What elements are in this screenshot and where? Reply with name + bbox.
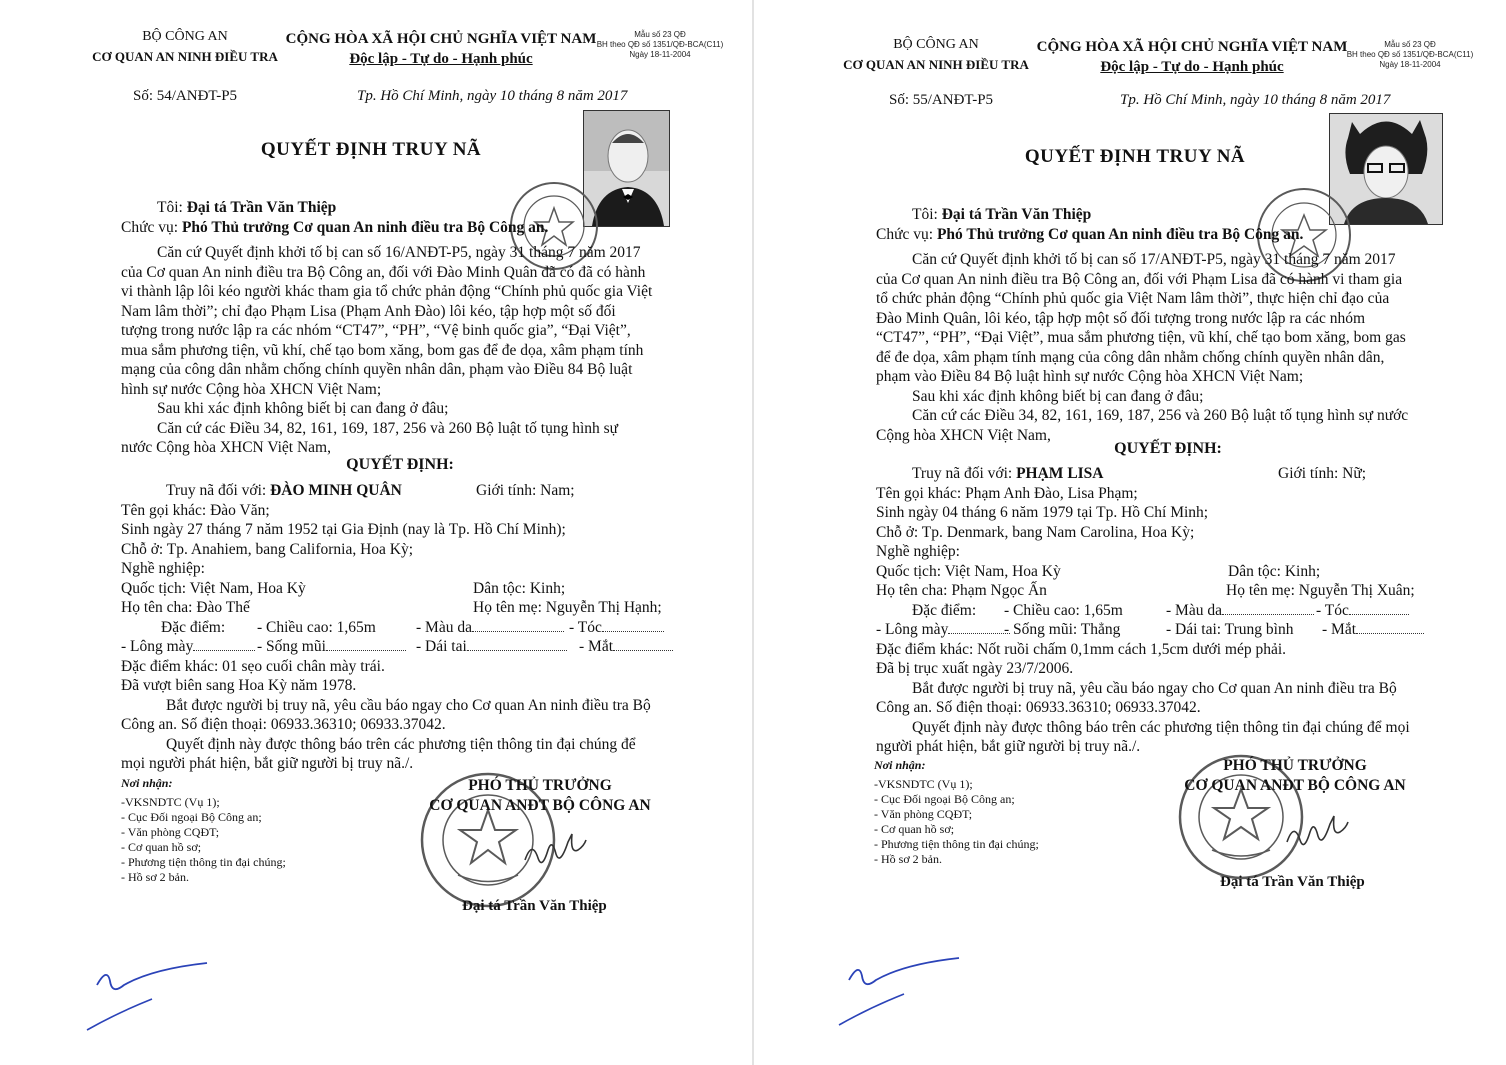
- form-reference: [1346, 40, 1474, 70]
- nose: - Sống mũi: Thẳng: [1004, 621, 1121, 638]
- form-reference: [596, 30, 724, 60]
- form-number: Mẫu số 23 QĐ: [1384, 40, 1436, 49]
- decision-heading: QUYẾT ĐỊNH:: [1114, 440, 1222, 457]
- document-number: Số: 54/ANĐT-P5: [133, 88, 238, 104]
- basis-line: tượng trong nước lập ra các nhóm “CT47”, “PH”, “Vệ binh quốc gia”, “Đại Việt”,: [121, 322, 631, 339]
- features-line-2: [876, 620, 1476, 640]
- signer-name: Đại tá Trần Văn Thiệp: [462, 898, 607, 914]
- basis-line: mua sắm phương tiện, vũ khí, chế tạo bom xăng, bom gas để đe dọa, xâm phạm tính: [121, 341, 644, 359]
- eyes: - Mắt: [1322, 621, 1357, 638]
- whereabouts-line: Sau khi xác định không biết bị can đang ở đâu;: [912, 387, 1204, 405]
- basis-line: Căn cứ Quyết định khởi tố bị can số 17/ANĐT-P5, ngày 31 tháng 7 năm 2017: [912, 251, 1396, 268]
- gender: Giới tính: Nữ;: [1278, 465, 1367, 482]
- residence: Chỗ ở: Tp. Denmark, bang Nam Carolina, Hoa Kỳ;: [876, 523, 1195, 541]
- form-number: Mẫu số 23 QĐ: [634, 30, 686, 39]
- basis-line: của Cơ quan An ninh điều tra Bộ Công an, đối với Đào Minh Quân đã có đã có hành: [121, 263, 646, 281]
- alias: Tên gọi khác: Đào Văn;: [121, 501, 270, 519]
- document-date: Tp. Hồ Chí Minh, ngày 10 tháng 8 năm 2017: [1120, 92, 1391, 108]
- eyes: - Mắt: [579, 638, 614, 655]
- position-value: Phó Thủ trưởng Cơ quan An ninh điều tra Bộ Công an.: [936, 226, 1304, 243]
- features-line-2: [121, 637, 701, 657]
- recipient-item: - Cục Đối ngoại Bộ Công an;: [874, 792, 1015, 806]
- signatory-title-line2: CƠ QUAN ANĐT BỘ CÔNG AN: [429, 797, 651, 814]
- recipient-item: - Cơ quan hồ sơ;: [121, 840, 202, 854]
- suspect-details: [121, 481, 701, 774]
- handwritten-signature: [1282, 802, 1352, 862]
- signatory-title: [1172, 756, 1418, 796]
- signer-name: Đại tá Trần Văn Thiệp: [1220, 874, 1365, 890]
- issuer-header: [836, 35, 1036, 75]
- ethnicity: Dân tộc: Kinh;: [473, 579, 566, 597]
- height: - Chiều cao: 1,65m: [1004, 601, 1123, 619]
- features-label: Đặc điểm:: [161, 618, 226, 636]
- nationality: Quốc tịch: Việt Nam, Hoa Kỳ: [121, 579, 306, 597]
- wanted-decision-document-1: [0, 0, 752, 1065]
- basis-line: mạng của công dân nhằm chống chính quyền nhân dân, phạm vào Điều 84 Bộ luật: [121, 361, 633, 378]
- wanted-label: Truy nã đối với:: [166, 482, 271, 499]
- recipients-title: Nơi nhận:: [121, 776, 173, 790]
- eyebrows: - Lông mày: [121, 638, 194, 655]
- position-value: Phó Thủ trưởng Cơ quan An ninh điều tra Bộ Công an.: [181, 219, 549, 236]
- basis-line: phạm vào Điều 84 Bộ luật hình sự nước Cộng hòa XHCN Việt Nam;: [876, 368, 1304, 385]
- basis-line: “CT47”, “PH”, “Đại Việt”, mua sắm phương tiện, vũ khí, chế tạo bom xăng, bom gas: [876, 329, 1406, 346]
- parents-line: [121, 598, 701, 618]
- features-line: [121, 618, 701, 638]
- report-line: Bắt được người bị truy nã, yêu cầu báo ngay cho Cơ quan An ninh điều tra Bộ: [912, 679, 1397, 697]
- signatory-title-line1: PHÓ THỦ TRƯỞNG: [1223, 757, 1367, 774]
- issuer-header: [85, 27, 285, 67]
- basis-line: hình sự nước Cộng hòa XHCN Việt Nam;: [121, 380, 382, 398]
- ink-mark: [834, 950, 964, 1030]
- form-date: Ngày 18-11-2004: [629, 50, 691, 59]
- skin-color: - Màu da: [416, 618, 472, 636]
- ministry-name: BỘ CÔNG AN: [893, 37, 979, 52]
- recipient-item: - Văn phòng CQĐT;: [874, 807, 973, 821]
- issuer-label: Tôi:: [157, 199, 187, 216]
- report-line: Bắt được người bị truy nã, yêu cầu báo ngay cho Cơ quan An ninh điều tra Bộ: [166, 696, 651, 714]
- basis-line: Đào Minh Quân, lôi kéo, tập hợp một số đối tượng trong nước lập ra các nhóm: [876, 309, 1366, 327]
- other-features: Đặc điểm khác: 01 sẹo cuối chân mày trái.: [121, 657, 385, 675]
- issuer-label: Tôi:: [912, 206, 942, 223]
- law-basis-line: Căn cứ các Điều 34, 82, 161, 169, 187, 256 và 260 Bộ luật tố tụng hình sự nước: [912, 407, 1409, 424]
- father-name: Họ tên cha: Đào Thế: [121, 599, 250, 616]
- recipient-item: -VKSNDTC (Vụ 1);: [874, 777, 973, 791]
- recipient-item: - Cục Đối ngoại Bộ Công an;: [121, 810, 262, 824]
- nose: - Sống mũi: [257, 638, 326, 655]
- suspect-details: [876, 464, 1476, 757]
- form-ref: BH theo QĐ số 1351/QĐ-BCA(C11): [1346, 50, 1474, 59]
- national-header: [1036, 37, 1348, 77]
- nationality-line: [876, 562, 1476, 582]
- position-label: Chức vụ:: [121, 219, 182, 236]
- issuer-name: Đại tá Trần Văn Thiệp: [186, 199, 337, 216]
- handwritten-signature: [520, 820, 590, 880]
- mother-name: Họ tên mẹ: Nguyễn Thị Xuân;: [1226, 582, 1415, 599]
- document-number: Số: 55/ANĐT-P5: [889, 92, 994, 108]
- report-line: Công an. Số điện thoại: 06933.36310; 06933.37042.: [876, 699, 1201, 716]
- signatory-title: [420, 776, 660, 816]
- publish-line: Quyết định này được thông báo trên các phương tiện thông tin đại chúng để mọi: [912, 718, 1410, 736]
- document-title: QUYẾT ĐỊNH TRUY NÃ: [260, 139, 482, 160]
- law-basis-line: Cộng hòa XHCN Việt Nam,: [876, 426, 1051, 444]
- residence: Chỗ ở: Tp. Anahiem, bang California, Hoa Kỳ;: [121, 540, 414, 558]
- publish-line: người phát hiện, bắt giữ người bị truy nã./.: [876, 738, 1141, 755]
- issuer-line: [912, 205, 1091, 225]
- earlobes: - Dái tai: Trung bình: [1166, 621, 1294, 638]
- occupation: Nghề nghiệp:: [121, 560, 205, 577]
- hair: - Tóc: [1316, 601, 1349, 619]
- whereabouts-line: Sau khi xác định không biết bị can đang ở đâu;: [157, 400, 449, 417]
- basis-line: vi thành lập lôi kéo người khác tham gia tổ chức phản động “Chính phủ quốc gia Việt: [121, 283, 653, 300]
- earlobes: - Dái tai: [416, 638, 467, 655]
- birth-info: Sinh ngày 04 tháng 6 năm 1979 tại Tp. Hồ Chí Minh;: [876, 504, 1209, 521]
- skin-color: - Màu da: [1166, 601, 1222, 619]
- eyebrows: - Lông mày: [876, 621, 949, 638]
- decision-heading: QUYẾT ĐỊNH:: [346, 456, 454, 473]
- position-line: [121, 218, 548, 238]
- history: Đã bị trục xuất ngày 23/7/2006.: [876, 660, 1074, 677]
- recipient-item: - Cơ quan hồ sơ;: [874, 822, 955, 836]
- wanted-decision-document-2: [754, 0, 1506, 1065]
- recipient-item: - Hồ sơ 2 bản.: [121, 870, 190, 884]
- issuer-line: [157, 198, 336, 218]
- legal-basis-paragraph: [121, 243, 681, 458]
- law-basis-line: nước Cộng hòa XHCN Việt Nam,: [121, 439, 331, 456]
- publish-line: mọi người phát hiện, bắt giữ người bị truy nã./.: [121, 755, 414, 772]
- recipients-block: [121, 776, 286, 885]
- parents-line: [876, 581, 1476, 601]
- form-date: Ngày 18-11-2004: [1379, 60, 1441, 69]
- gender: Giới tính: Nam;: [476, 482, 575, 499]
- recipients-block: [874, 758, 1039, 867]
- height: - Chiều cao: 1,65m: [257, 618, 376, 636]
- features-label: Đặc điểm:: [912, 601, 977, 619]
- wanted-name: PHẠM LISA: [1016, 465, 1104, 482]
- agency-name: CƠ QUAN AN NINH ĐIỀU TRA: [92, 49, 278, 64]
- document-title: QUYẾT ĐỊNH TRUY NÃ: [1024, 146, 1246, 167]
- signatory-title-line2: CƠ QUAN ANĐT BỘ CÔNG AN: [1184, 777, 1406, 794]
- ministry-name: BỘ CÔNG AN: [142, 29, 228, 44]
- nationality-line: [121, 579, 701, 599]
- agency-name: CƠ QUAN AN NINH ĐIỀU TRA: [843, 57, 1029, 72]
- form-ref: BH theo QĐ số 1351/QĐ-BCA(C11): [596, 40, 724, 49]
- basis-line: để đe dọa, xâm phạm tính mạng của công dân nhằm chống chính quyền nhân dân,: [876, 348, 1385, 366]
- wanted-name: ĐÀO MINH QUÂN: [270, 482, 402, 499]
- features-line: [876, 601, 1476, 621]
- signatory-title-line1: PHÓ THỦ TRƯỞNG: [468, 777, 612, 794]
- basis-line: Căn cứ Quyết định khởi tố bị can số 16/ANĐT-P5, ngày 31 tháng 7 năm 2017: [157, 244, 641, 261]
- position-line: [876, 225, 1303, 245]
- national-motto: Độc lập - Tự do - Hạnh phúc: [349, 51, 533, 67]
- other-features: Đặc điểm khác: Nốt ruồi chấm 0,1mm cách 1,5cm dưới mép phải.: [876, 640, 1287, 658]
- legal-basis-paragraph: [876, 250, 1436, 445]
- recipient-item: -VKSNDTC (Vụ 1);: [121, 795, 220, 809]
- national-header: [285, 29, 597, 69]
- birth-info: Sinh ngày 27 tháng 7 năm 1952 tại Gia Định (nay là Tp. Hồ Chí Minh);: [121, 521, 566, 538]
- mother-name: Họ tên mẹ: Nguyễn Thị Hạnh;: [473, 599, 662, 616]
- nation-name: CỘNG HÒA XÃ HỘI CHỦ NGHĨA VIỆT NAM: [1036, 39, 1348, 55]
- nationality: Quốc tịch: Việt Nam, Hoa Kỳ: [876, 562, 1061, 580]
- document-date: Tp. Hồ Chí Minh, ngày 10 tháng 8 năm 2017: [357, 88, 628, 104]
- history: Đã vượt biên sang Hoa Kỳ năm 1978.: [121, 677, 357, 694]
- basis-line: của Cơ quan An ninh điều tra Bộ Công an, đối với Phạm Lisa đã có hành vi tham gia: [876, 270, 1403, 288]
- law-basis-line: Căn cứ các Điều 34, 82, 161, 169, 187, 256 và 260 Bộ luật tố tụng hình sự: [157, 419, 619, 437]
- basis-line: tổ chức phản động “Chính phủ quốc gia Việt Nam lâm thời”, thực hiện chỉ đạo của: [876, 290, 1390, 307]
- father-name: Họ tên cha: Phạm Ngọc Ấn: [876, 582, 1047, 599]
- recipient-item: - Phương tiện thông tin đại chúng;: [874, 837, 1039, 851]
- basis-line: Nam lâm thời”; chỉ đạo Phạm Lisa (Phạm Anh Đào) lôi kéo, tập hợp một số đối: [121, 302, 616, 320]
- occupation: Nghề nghiệp:: [876, 543, 960, 560]
- hair: - Tóc: [569, 618, 602, 636]
- wanted-label: Truy nã đối với:: [912, 465, 1017, 482]
- national-motto: Độc lập - Tự do - Hạnh phúc: [1100, 59, 1284, 75]
- publish-line: Quyết định này được thông báo trên các phương tiện thông tin đại chúng để: [166, 735, 636, 753]
- recipient-item: - Hồ sơ 2 bản.: [874, 852, 943, 866]
- issuer-name: Đại tá Trần Văn Thiệp: [941, 206, 1092, 223]
- wanted-line: [121, 481, 701, 501]
- ethnicity: Dân tộc: Kinh;: [1228, 562, 1321, 580]
- recipient-item: - Phương tiện thông tin đại chúng;: [121, 855, 286, 869]
- report-line: Công an. Số điện thoại: 06933.36310; 06933.37042.: [121, 716, 446, 733]
- position-label: Chức vụ:: [876, 226, 937, 243]
- recipients-title: Nơi nhận:: [874, 758, 926, 772]
- recipient-item: - Văn phòng CQĐT;: [121, 825, 220, 839]
- alias: Tên gọi khác: Phạm Anh Đào, Lisa Phạm;: [876, 484, 1138, 502]
- nation-name: CỘNG HÒA XÃ HỘI CHỦ NGHĨA VIỆT NAM: [285, 31, 597, 47]
- ink-mark: [82, 955, 212, 1035]
- wanted-line: [876, 464, 1476, 484]
